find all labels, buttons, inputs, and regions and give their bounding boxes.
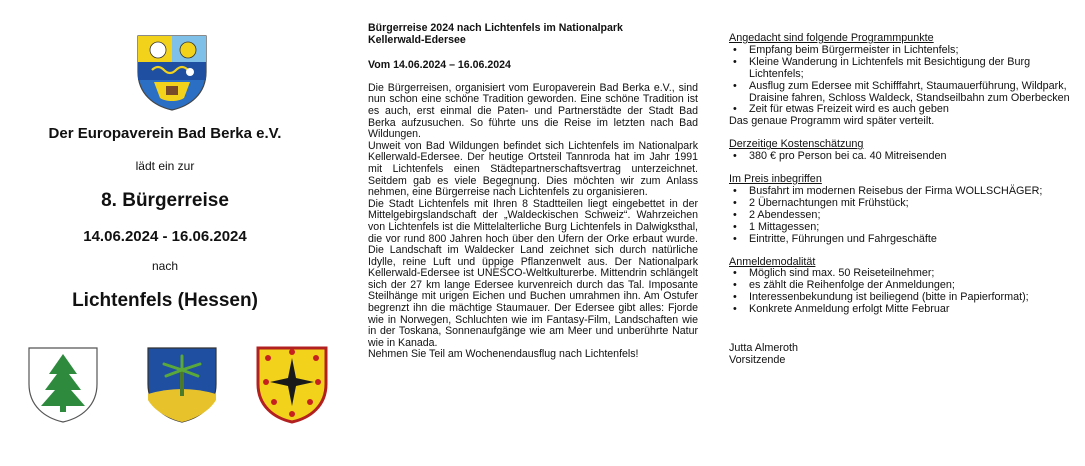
list-item: • Busfahrt im modernen Reisebus der Firma WOLLSCHÄGER; bbox=[749, 186, 1074, 198]
signer-name: Jutta Almeroth bbox=[729, 342, 799, 355]
list-item: • Eintritte, Führungen und Fahrgeschäfte bbox=[749, 234, 1074, 246]
destination: Lichtenfels (Hessen) bbox=[72, 290, 258, 311]
list-item: • 1 Mittagessen; bbox=[749, 222, 1074, 234]
list-item: • 2 Abendessen; bbox=[749, 210, 1074, 222]
program-list bbox=[729, 45, 1074, 116]
paragraph: Die Stadt Lichtenfels mit Ihren 8 Stadtteilen liegt eingebettet in der Mittelgebirgslandschaft der „Waldeckischen Schweiz“. Wahrzeichen von Lichtenfels ist die Mittelalterliche Burg Lichtenfels in Dalwigksthal, die vor rund 800 Jahren hoch über den Ufern der Orke erbaut wurde. Die Landschaft im Waldecker Land zeichnet sich durch natürliche Idylle, reine Luft und üppige Pflanzenwelt aus. Der Nationalpark Kellerwald-Edersee ist UNESCO-Weltkulturerbe. Mittendrin schlängelt sich der 27 km lange Edersee kurvenreich durch das Tal. Imposante Steilhänge mit urigen Eichen und Buchen umrahmen ihn. Am Ostufer begrenzt ihn die mächtige Staumauer. Der Edersee gibt alles: Fjorde wie in Norwegen, Schluchten wie im Fantasy-Film, Landschaften wie in der Toskana, Sonnenaufgänge wie am Meer und unberührte Natur wie in Kanada. bbox=[368, 197, 698, 349]
list-item: • 2 Übernachtungen mit Frühstück; bbox=[749, 198, 1074, 210]
included-list bbox=[729, 186, 1074, 246]
list-item: • 380 € pro Person bei ca. 40 Mitreisenden bbox=[749, 151, 1074, 163]
event-dates: 14.06.2024 - 16.06.2024 bbox=[83, 228, 247, 245]
palm-tree-crest bbox=[144, 344, 220, 424]
list-item: • Konkrete Anmeldung erfolgt Mitte Februar bbox=[749, 304, 1074, 316]
trip-description bbox=[368, 83, 698, 361]
trip-heading-line2: Kellerwald-Edersee bbox=[368, 33, 466, 46]
signer-role: Vorsitzende bbox=[729, 353, 786, 366]
list-item: • Zeit für etwas Freizeit wird es auch geben bbox=[749, 104, 1074, 116]
club-title: Der Europaverein Bad Berka e.V. bbox=[48, 125, 282, 142]
trip-date: Vom 14.06.2024 – 16.06.2024 bbox=[368, 59, 511, 72]
paragraph: Unweit von Bad Wildungen befindet sich Lichtenfels im Nationalpark Kellerwald-Edersee. Der heutige Ortsteil Tannroda hat im Jahr 1991 mit Lichtenfels einen Städtepartnerschaftsvertrag unterzeichnet. Seitdem gab es viele Begegnung. Dies möchten wir zum Anlass nehmen, eine Bürgerreise nach Lichtenfels zu organisieren. bbox=[368, 139, 698, 199]
bad-berka-crest bbox=[132, 32, 212, 112]
lichtenfels-fir-tree-crest bbox=[25, 344, 101, 424]
paragraph: Die Bürgerreisen, organisiert vom Europaverein Bad Berka e.V., sind nun schon eine schöne Tradition geworden. Eine schöne Tradition ist es auch, erst einmal die Paten- und Partnerstädte der Stadt Bad Berka aufzusuchen. So führte uns die Reise im letzten nach Bad Wildungen. bbox=[368, 81, 698, 141]
program-note: Das genaue Programm wird später verteilt. bbox=[729, 115, 935, 128]
to-text: nach bbox=[151, 259, 179, 273]
list-item: • Kleine Wanderung in Lichtenfels mit Besichtigung der Burg Lichtenfels; bbox=[749, 57, 1074, 81]
list-item: • Ausflug zum Edersee mit Schifffahrt, Staumauerführung, Wildpark, Draisine fahren, Schloss Waldeck, Standseilbahn zum Oberbecken bbox=[749, 81, 1074, 105]
invitation-column bbox=[0, 0, 330, 466]
list-item: • Empfang beim Bürgermeister in Lichtenfels; bbox=[749, 45, 1074, 57]
registration-heading: Anmeldemodalität bbox=[729, 255, 816, 268]
program-heading: Angedacht sind folgende Programmpunkte bbox=[729, 32, 934, 44]
list-item: • es zählt die Reihenfolge der Anmeldungen; bbox=[749, 280, 1074, 292]
details-column bbox=[729, 33, 1074, 367]
cost-heading: Derzeitige Kostenschätzung bbox=[729, 138, 864, 151]
waldeck-star-crest bbox=[254, 344, 330, 424]
paragraph: Nehmen Sie Teil am Wochenendausflug nach Lichtenfels! bbox=[368, 348, 639, 361]
cost-list bbox=[729, 151, 1074, 163]
event-title: 8. Bürgerreise bbox=[101, 190, 229, 211]
list-item: • Möglich sind max. 50 Reiseteilnehmer; bbox=[749, 268, 1074, 280]
description-column bbox=[368, 23, 698, 361]
included-heading: Im Preis inbegriffen bbox=[729, 173, 822, 186]
invite-text: lädt ein zur bbox=[135, 159, 195, 173]
registration-list bbox=[729, 268, 1074, 316]
list-item: • Interessenbekundung ist beiliegend (bitte in Papierformat); bbox=[749, 292, 1074, 304]
trip-heading-line1: Bürgerreise 2024 nach Lichtenfels im Nationalpark bbox=[368, 22, 623, 34]
